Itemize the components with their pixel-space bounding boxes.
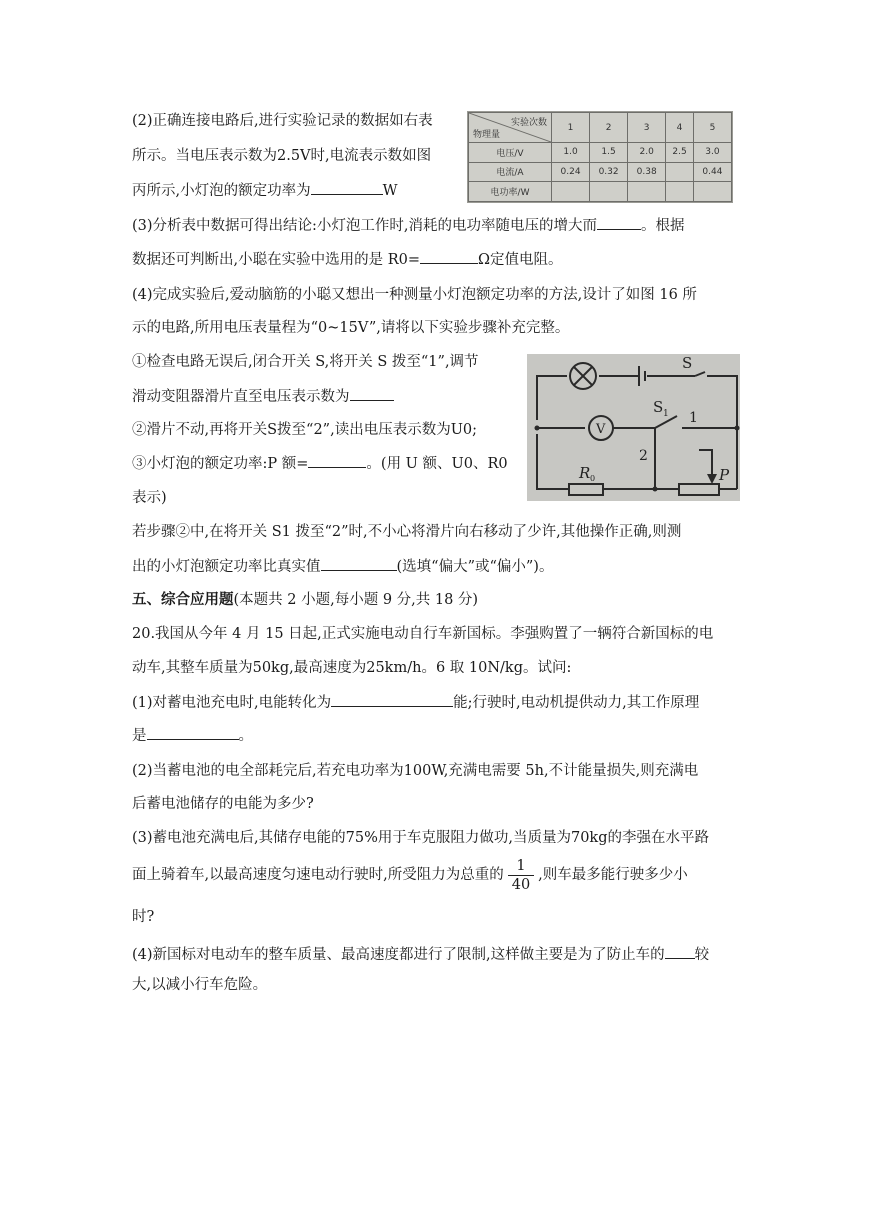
table-header-bottom: 物理量 — [473, 130, 501, 140]
table-cell — [666, 182, 694, 202]
table-row-label: 电流/A — [469, 162, 552, 182]
label-s1: S — [653, 398, 664, 416]
label-p: P — [719, 466, 730, 484]
section5-heading — [132, 590, 478, 610]
answer-blank[interactable] — [321, 556, 397, 571]
q19-p3-line1: (3)分析表中数据可得出结论:小灯泡工作时,消耗的电功率随电压的增大而 。根据 — [132, 215, 685, 236]
table-row — [469, 182, 732, 202]
table-cell: 2.0 — [628, 143, 666, 163]
q19-p2-line1: (2)正确连接电路后,进行实验记录的数据如右表 — [132, 113, 433, 129]
q19-step1-line1: ①检查电路无误后,闭合开关 S,将开关 S 拨至“1”,调节 — [132, 354, 479, 370]
label-v: V — [596, 422, 606, 437]
table-row-label: 电压/V — [469, 143, 552, 163]
table-cell — [666, 162, 694, 182]
table-cell: 0.32 — [590, 162, 628, 182]
circuit-diagram — [527, 354, 740, 501]
label-r0-sub: 0 — [590, 474, 596, 483]
table-col-header: 2 — [590, 113, 628, 143]
table-header-top: 实验次数 — [510, 118, 547, 128]
q19-p2-line2: 所示。当电压表示数为2.5V时,电流表示数如图 — [132, 148, 432, 164]
q20-p2-line2: 后蓄电池储存的电能为多少? — [132, 796, 314, 812]
data-table — [468, 112, 732, 202]
q19-p4-line1: (4)完成实验后,爱动脑筋的小聪又想出一种测量小灯泡额定功率的方法,设计了如图 16 所 — [132, 287, 697, 303]
q19-step1-line2: 滑动变阻器滑片直至电压表示数为 — [132, 386, 394, 407]
table-cell: 1.0 — [552, 143, 590, 163]
table-cell — [590, 182, 628, 202]
table-cell — [693, 182, 731, 202]
q19-step2: ②滑片不动,再将开关S拨至“2”,读出电压表示数为U0; — [132, 422, 478, 438]
q20-p3-line3: 时? — [132, 909, 155, 925]
table-cell: 0.44 — [693, 162, 731, 182]
answer-blank[interactable] — [597, 215, 641, 230]
label-s1-sub: 1 — [663, 409, 669, 419]
q20-intro-line2: 动车,其整车质量为50kg,最高速度为25km/h。6 取 10N/kg。试问: — [132, 660, 572, 676]
label-s: S — [682, 354, 693, 372]
q20-intro-line1: 20.我国从今年 4 月 15 日起,正式实施电动自行车新国标。李强购置了一辆符合新国标的电 — [132, 626, 714, 642]
label-2: 2 — [639, 448, 648, 464]
table-row — [469, 162, 732, 182]
table-cell: 1.5 — [590, 143, 628, 163]
q19-extra-line2: 出的小灯泡额定功率比真实值 (选填“偏大”或“偏小”)。 — [132, 556, 553, 577]
answer-blank[interactable] — [308, 453, 366, 468]
table-cell: 0.38 — [628, 162, 666, 182]
section5-title: 五、综合应用题 — [132, 591, 234, 608]
fraction: $\frac{1}{40}$ — [508, 857, 534, 894]
answer-blank[interactable] — [311, 180, 383, 195]
answer-blank[interactable] — [331, 692, 453, 707]
table-header-cell — [469, 113, 552, 143]
q19-step3: ③小灯泡的额定功率:P 额= 。(用 U 额、U0、R0 — [132, 453, 508, 474]
q20-p4-line1: (4)新国标对电动车的整车质量、最高速度都进行了限制,这样做主要是为了防止车的 较 — [132, 944, 709, 965]
q20-p3-line2: 面上骑着车,以最高速度匀速电动行驶时,所受阻力为总重的 $\frac{1}{40}$ ,则车最多能行驶多少小 — [132, 857, 688, 893]
answer-blank[interactable] — [665, 944, 695, 959]
section5-note: (本题共 2 小题,每小题 9 分,共 18 分) — [233, 592, 479, 608]
q20-p4-line2: 大,以减小行车危险。 — [132, 977, 268, 993]
q19-p4-line2: 示的电路,所用电压表量程为“0~15V”,请将以下实验步骤补充完整。 — [132, 320, 570, 336]
label-1: 1 — [689, 410, 698, 426]
q19-p3-line2: 数据还可判断出,小聪在实验中选用的是 R0= Ω定值电阻。 — [132, 249, 563, 270]
q19-step3-line2: 表示) — [132, 490, 167, 506]
table-col-header: 1 — [552, 113, 590, 143]
label-r0: R — [579, 464, 591, 482]
answer-blank[interactable] — [147, 725, 239, 740]
table-col-header: 4 — [666, 113, 694, 143]
table-row — [469, 143, 732, 163]
q19-extra-line1: 若步骤②中,在将开关 S1 拨至“2”时,不小心将滑片向右移动了少许,其他操作正确,则测 — [132, 524, 682, 540]
table-cell: 3.0 — [693, 143, 731, 163]
table-row-label: 电功率/W — [469, 182, 552, 202]
q20-p1-line1: (1)对蓄电池充电时,电能转化为 能;行驶时,电动机提供动力,其工作原理 — [132, 692, 699, 713]
table-cell — [628, 182, 666, 202]
table-col-header: 5 — [693, 113, 731, 143]
q20-p3-line1: (3)蓄电池充满电后,其储存电能的75%用于车克服阻力做功,当质量为70kg的李强在水平路 — [132, 830, 710, 846]
q19-p2-line3: 丙所示,小灯泡的额定功率为 W — [132, 180, 398, 201]
answer-blank[interactable] — [420, 249, 478, 264]
q20-p1-line2: 是 。 — [132, 725, 253, 746]
table-col-header: 3 — [628, 113, 666, 143]
table-cell — [552, 182, 590, 202]
answer-blank[interactable] — [350, 386, 394, 401]
q20-p2-line1: (2)当蓄电池的电全部耗完后,若充电功率为100W,充满电需要 5h,不计能量损失,则充满电 — [132, 763, 699, 779]
table-cell: 0.24 — [552, 162, 590, 182]
data-table-image — [467, 111, 733, 203]
table-cell: 2.5 — [666, 143, 694, 163]
